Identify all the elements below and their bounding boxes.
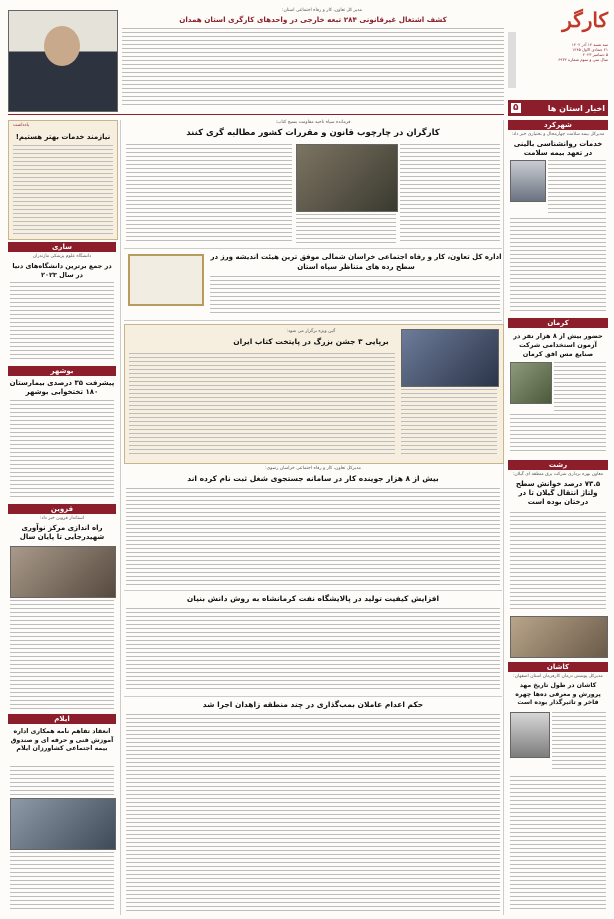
portrait-photo — [510, 712, 550, 758]
story-headline: پیشرفت ۳۵ درصدی بیمارستان ۱۸۰ تختخوابی بوشهر — [9, 379, 115, 396]
article-text — [10, 400, 114, 500]
section-title: اخبار استان ها — [547, 103, 605, 113]
article-text — [401, 389, 497, 457]
logo: کارگر — [562, 8, 608, 32]
meeting-photo — [296, 144, 398, 212]
masthead — [508, 8, 608, 116]
note-headline: نیازمند خدمات بهتر هستیم! — [15, 133, 111, 141]
story-kicker: مدیرکل پوشش درمان کارفرمان استان اصفهان: — [513, 674, 603, 679]
province-band: بوشهر — [8, 366, 116, 376]
certificate-image — [128, 254, 204, 306]
face — [44, 26, 80, 66]
article-text — [554, 362, 606, 412]
article-text — [510, 218, 606, 314]
article-text — [510, 776, 606, 912]
note-label: یادداشت — [13, 123, 30, 128]
article-text — [122, 28, 504, 108]
story-headline: ۷۳.۵ درصد خوانش سطح ولتاژ انتقال گیلان تا در درختان بوده است — [515, 480, 601, 506]
rule — [124, 696, 502, 697]
facility-photo — [510, 616, 608, 658]
story-kicker: فرمانده سپاه ناحیه مقاومت بسیج کتاب: — [275, 120, 351, 125]
story-headline: افزایش کیفیت تولید در پالایشگاه نفت کرمانشاه به روش دانش بنیان — [186, 594, 440, 603]
event-photo — [401, 329, 499, 387]
article-text — [126, 608, 500, 692]
date-line: سه شنبه ۱۴ آذر ۱۴۰۲ — [571, 42, 608, 47]
rule — [124, 590, 502, 591]
feature-box — [124, 324, 504, 464]
page-number: ۵ — [513, 103, 519, 113]
story-headline: بیش از ۸ هزار جوینده کار در سامانه جستجوی شغل ثبت نام کرده اند — [187, 474, 439, 483]
story-headline: کارگران در چارچوب قانون و مقررات کشور مطالبه گری کنند — [186, 128, 440, 138]
story-headline: راه اندازی مرکز نوآوری شهیدرجایی تا پایان سال — [19, 524, 105, 541]
province-band: رشت — [508, 460, 608, 470]
date-line: ۵ دسامبر ۲۰۲۳ — [582, 52, 608, 57]
article-text — [10, 282, 114, 362]
article-text — [126, 144, 292, 244]
story-kicker: استاندار قزوین خبر داد: — [40, 516, 84, 521]
province-band: کرمان — [508, 318, 608, 328]
crowd-photo — [510, 362, 552, 404]
story-kicker: آئین ویژه برگزار می شود: — [286, 329, 336, 334]
top-story-kicker: مدیر کل تعاون، کار و رفاه اجتماعی استان: — [281, 8, 363, 13]
meeting-photo — [10, 546, 116, 598]
rule — [8, 114, 504, 115]
article-text — [510, 414, 606, 454]
story-headline: حضور بیش از ۸ هزار نفر در آزمون استخدامی شرکت صنایع مس افق کرمان — [513, 332, 603, 358]
article-text — [126, 714, 500, 912]
note-box — [8, 120, 118, 240]
story-headline: برپایی ۳ جشن بزرگ در پایتخت کتاب ایران — [233, 337, 389, 346]
vertical-strip — [508, 32, 516, 88]
top-story-headline: کشف اشتغال غیرقانونی ۲۸۴ تبعه خارجی در واحدهای کارگری استان همدان — [179, 15, 447, 24]
article-text — [548, 160, 606, 216]
article-text — [296, 214, 396, 244]
article-text — [400, 144, 500, 244]
signing-photo — [10, 798, 116, 850]
article-text — [129, 353, 395, 457]
story-headline: کاشان در طول تاریخ مهد پرورش و معرفی ده‌ها چهره فاخر و تاثیرگذار بوده است — [515, 682, 601, 706]
article-text — [10, 766, 114, 796]
rule — [124, 320, 502, 321]
article-text — [10, 600, 114, 710]
rule — [124, 248, 502, 249]
article-text — [552, 712, 606, 772]
story-headline: انعقاد تفاهم نامه همکاری اداره آموزش فنی و حرفه ای و صندوق بیمه اجتماعی کشاورزان ایلام — [10, 728, 114, 752]
portrait-photo — [510, 160, 546, 202]
story-kicker: مدیرکل بیمه سلامت چهارمحال و بختیاری خبر داد: — [511, 132, 605, 137]
column-divider — [503, 120, 504, 915]
province-band: ایلام — [8, 714, 116, 724]
article-text — [510, 512, 606, 612]
story-kicker: مدیرکل تعاون، کار و رفاه اجتماعی خراسان رضوی: — [265, 466, 361, 471]
story-headline: اداره کل تعاون، کار و رفاه اجتماعی خراسان شمالی موفق ترین هیئت اندیشه ورز در سطح رده های متناظر سپاه استان — [210, 253, 502, 271]
province-band: کاشان — [508, 662, 608, 672]
story-headline: خدمات روانشناسی بالینی در تعهد بیمه سلامت — [513, 140, 603, 157]
article-text — [10, 852, 114, 912]
section-header — [508, 100, 608, 116]
story-kicker: دانشگاه علوم پزشکی مازندران — [32, 254, 92, 259]
province-band: شهرکرد — [508, 120, 608, 130]
column-divider — [120, 120, 121, 915]
date-line: ۲۱ جمادی الاول ۱۴۴۵ — [572, 47, 608, 52]
province-band: قزوین — [8, 504, 116, 514]
article-text — [126, 488, 500, 586]
story-headline: حکم اعدام عاملان بمب‌گذاری در چند منطقه زاهدان اجرا شد — [202, 700, 424, 709]
article-text — [210, 276, 500, 316]
story-headline: در جمع برترین دانشگاه‌های دنیا در سال ۲۰۲۳ — [12, 262, 112, 279]
article-text — [13, 145, 113, 235]
date-line: سال سی و سوم شماره ۶۹۳۲ — [558, 57, 608, 62]
province-band: ساری — [8, 242, 116, 252]
story-kicker: معاون بهره برداری شرکت برق منطقه ای گیلان: — [512, 472, 604, 477]
